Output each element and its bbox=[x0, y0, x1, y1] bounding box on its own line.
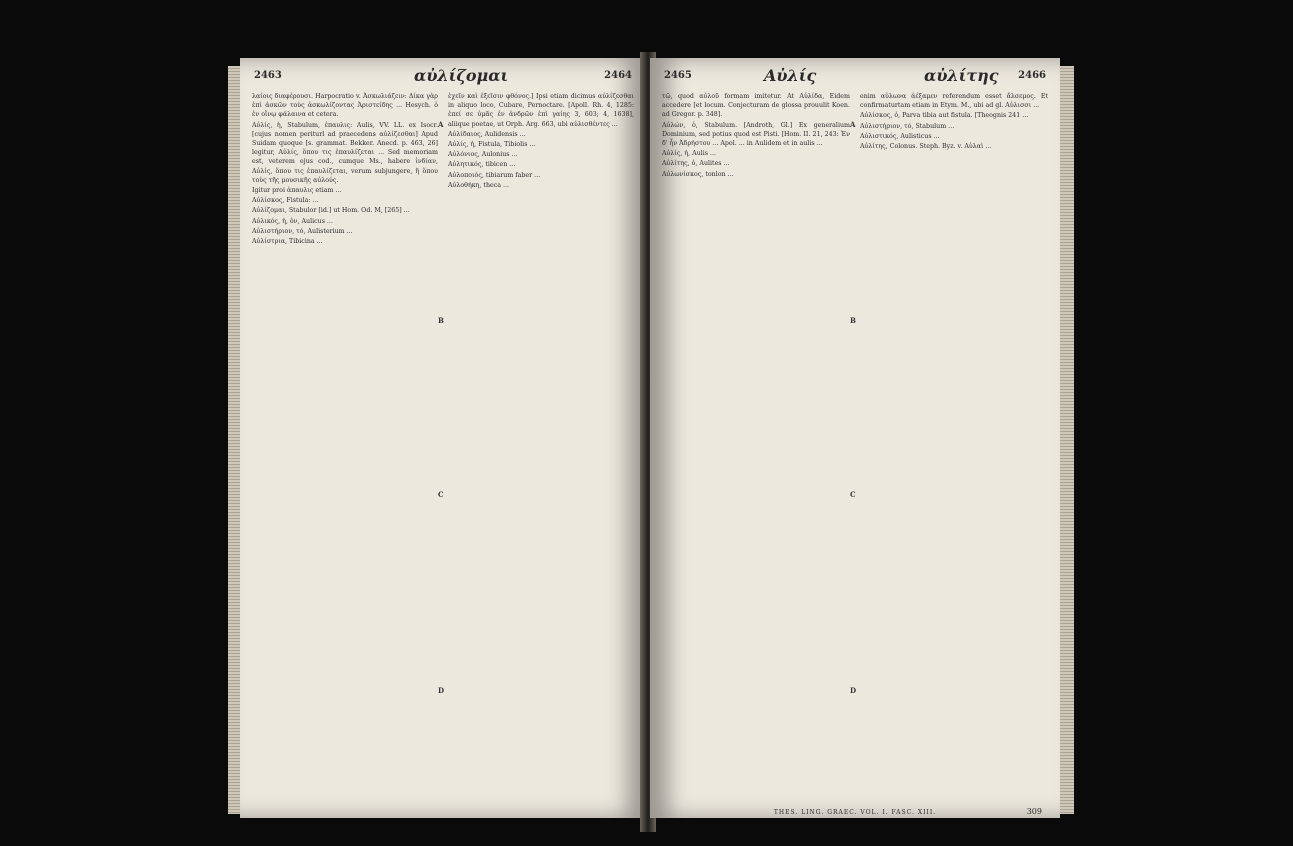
left-column-number: 2465 bbox=[664, 70, 692, 81]
text-paragraph: τῷ, quod αὐλοῦ formam imitetur. At Αὐλίδα, Eidem accedere [et locum. Conjecturam de glossa prouulit Koen. ad Gregor. p. 348]. bbox=[662, 93, 850, 119]
margin-letter-a: A bbox=[850, 120, 856, 129]
right-page-column-2 bbox=[860, 92, 1048, 800]
right-column-number: 2464 bbox=[604, 70, 632, 81]
text-paragraph: Αὐλίτης, ὁ, Aulites ... bbox=[662, 160, 730, 168]
margin-letter-c: C bbox=[850, 490, 856, 499]
text-paragraph: Αὐλικός, ἡ, ὁν, Aulicus ... bbox=[252, 217, 333, 225]
text-paragraph: Αὐλίτης, Colonus. Steph. Byz. v. Αὐλαὶ ... bbox=[860, 143, 992, 151]
text-paragraph: λαίοις διαφέρουσι. Harpocratio v. Ἀσκωλιάζειν: Δίκα γὰρ ἐπὶ ἀσκῶν τοὺς ἀσκωλίζοντας Ἀριστείδης ... Hesych. ὁ ἐν οἴνῳ φάλαινα et cetera. bbox=[252, 93, 438, 119]
right-headword: αὐλίτης bbox=[924, 66, 999, 85]
text-paragraph: ἐχεῖν καὶ ἐξεῖσιν φθόνος.] Ipsi etiam dicimus αὐλίζεσθαι in aliquo loco, Cubare, Pernoctare. [Apoll. Rh. 4, 1285: ἐπεί σε ὑμᾶς ἐν ἀνδρῶν ἐπὶ γαίης 3, 603; 4, 1638], aliique poetae, ut Orph. Arg. 663, ubi αὐλισθέντες ... bbox=[448, 93, 634, 128]
left-page bbox=[240, 58, 646, 818]
right-page bbox=[650, 58, 1060, 818]
text-paragraph: Αὐλοθήκη, theca ... bbox=[448, 181, 510, 189]
margin-letter-d: D bbox=[850, 686, 857, 695]
left-headword: Αὐλίς bbox=[764, 66, 817, 85]
margin-letter-d: D bbox=[438, 686, 445, 695]
text-paragraph: Αὐλωνίσκος, tonlon ... bbox=[662, 170, 734, 178]
text-paragraph: Αὐλοποιός, tibiarum faber ... bbox=[448, 171, 541, 179]
page-number: 309 bbox=[1026, 807, 1042, 816]
text-paragraph: Αὐλίσκος, ὁ, Parva tibia aut fistula. [Theognis 241 ... bbox=[860, 112, 1029, 120]
right-running-head bbox=[664, 66, 1046, 88]
text-paragraph: Αὐλών, ὁ, Stabulum. [Androth, Gl.] Ex generalium Dominium, sed potius quod est Pisti. [Hom. II. 21, 243: Ἐν δ' ἦν Ἀδρήστου ... Apol. ... in Aulidem et in aulis ... bbox=[662, 121, 850, 148]
left-running-head bbox=[254, 66, 632, 88]
left-column-number: 2463 bbox=[254, 70, 282, 81]
text-paragraph: Igitur proi ἀπαυλις etiam ... bbox=[252, 187, 342, 195]
text-paragraph: Αὐλίδαιος, Aulidensis ... bbox=[448, 130, 526, 138]
right-page-column-1 bbox=[662, 92, 850, 800]
right-page-edge bbox=[1060, 66, 1074, 814]
right-column-number: 2466 bbox=[1018, 70, 1046, 81]
text-paragraph: Αὐλόνιος, Aulonius ... bbox=[448, 151, 518, 159]
margin-letter-b: B bbox=[850, 316, 856, 325]
text-paragraph: Αὐλίζομαι, Stabulor [id.] ut Hom. Od. M, [265] ... bbox=[252, 207, 410, 215]
left-headword: αὐλίζομαι bbox=[414, 66, 509, 85]
text-paragraph: Αὐλίς, ἡ, Aulis ... bbox=[662, 150, 717, 158]
text-paragraph: Αὐλίς, ἡ, Fistula, Tibiolis ... bbox=[448, 141, 536, 149]
left-page-column-2 bbox=[448, 92, 634, 800]
text-paragraph: Αὐλίσκος, Fistula: ... bbox=[252, 197, 319, 205]
left-page-edge bbox=[228, 66, 240, 814]
text-paragraph: Αὐλιστήριον, τό, Aulisterium ... bbox=[252, 227, 353, 235]
margin-letter-a: A bbox=[438, 120, 444, 129]
text-paragraph: Αὐλίστρια, Tibicina ... bbox=[252, 238, 323, 246]
text-paragraph: Αὐλητικός, tibicen ... bbox=[448, 161, 516, 169]
left-page-column-1 bbox=[252, 92, 438, 800]
margin-letter-b: B bbox=[438, 316, 444, 325]
margin-letter-c: C bbox=[438, 490, 444, 499]
text-paragraph: enim αὐλωνα ἀέξαμεν referendum esset ἄλσεμος. Et confirmaturtam etiam in Etym. M., ubi ad gl. Αὐλισσι ... bbox=[860, 93, 1048, 110]
page-footer: THES. LING. GRAEC. VOL. I. FASC. XIII. bbox=[773, 809, 937, 816]
text-paragraph: Αὐλιστήριον, τό, Stabulum ... bbox=[860, 122, 955, 130]
text-paragraph: Αὐλίς, ἡ, Stabulum, ἐπαυλις: Aulis, VV. LL. ex Isocr. [cujus nomen periturl ad praecedens αὐλίζεσθαι] Apud Suidam quoque [s. grammat. Bekker. Anecd. p. 463, 26] legitur, Αὐλίς, ὅπου τις ἐπαυλίζεται ... Sed memoriam est, veterem ejus cod., cumque Ms., habere ἰνδίαν, Αὐλίς, ὅπου τις ἐπαυλίζεται, verum subjungere, ἢ ὅπου τοὺς τῆς μουσικῆς αὐλούς. bbox=[252, 121, 438, 184]
text-paragraph: Αὐλιστικός, Aulisticus ... bbox=[860, 132, 940, 140]
